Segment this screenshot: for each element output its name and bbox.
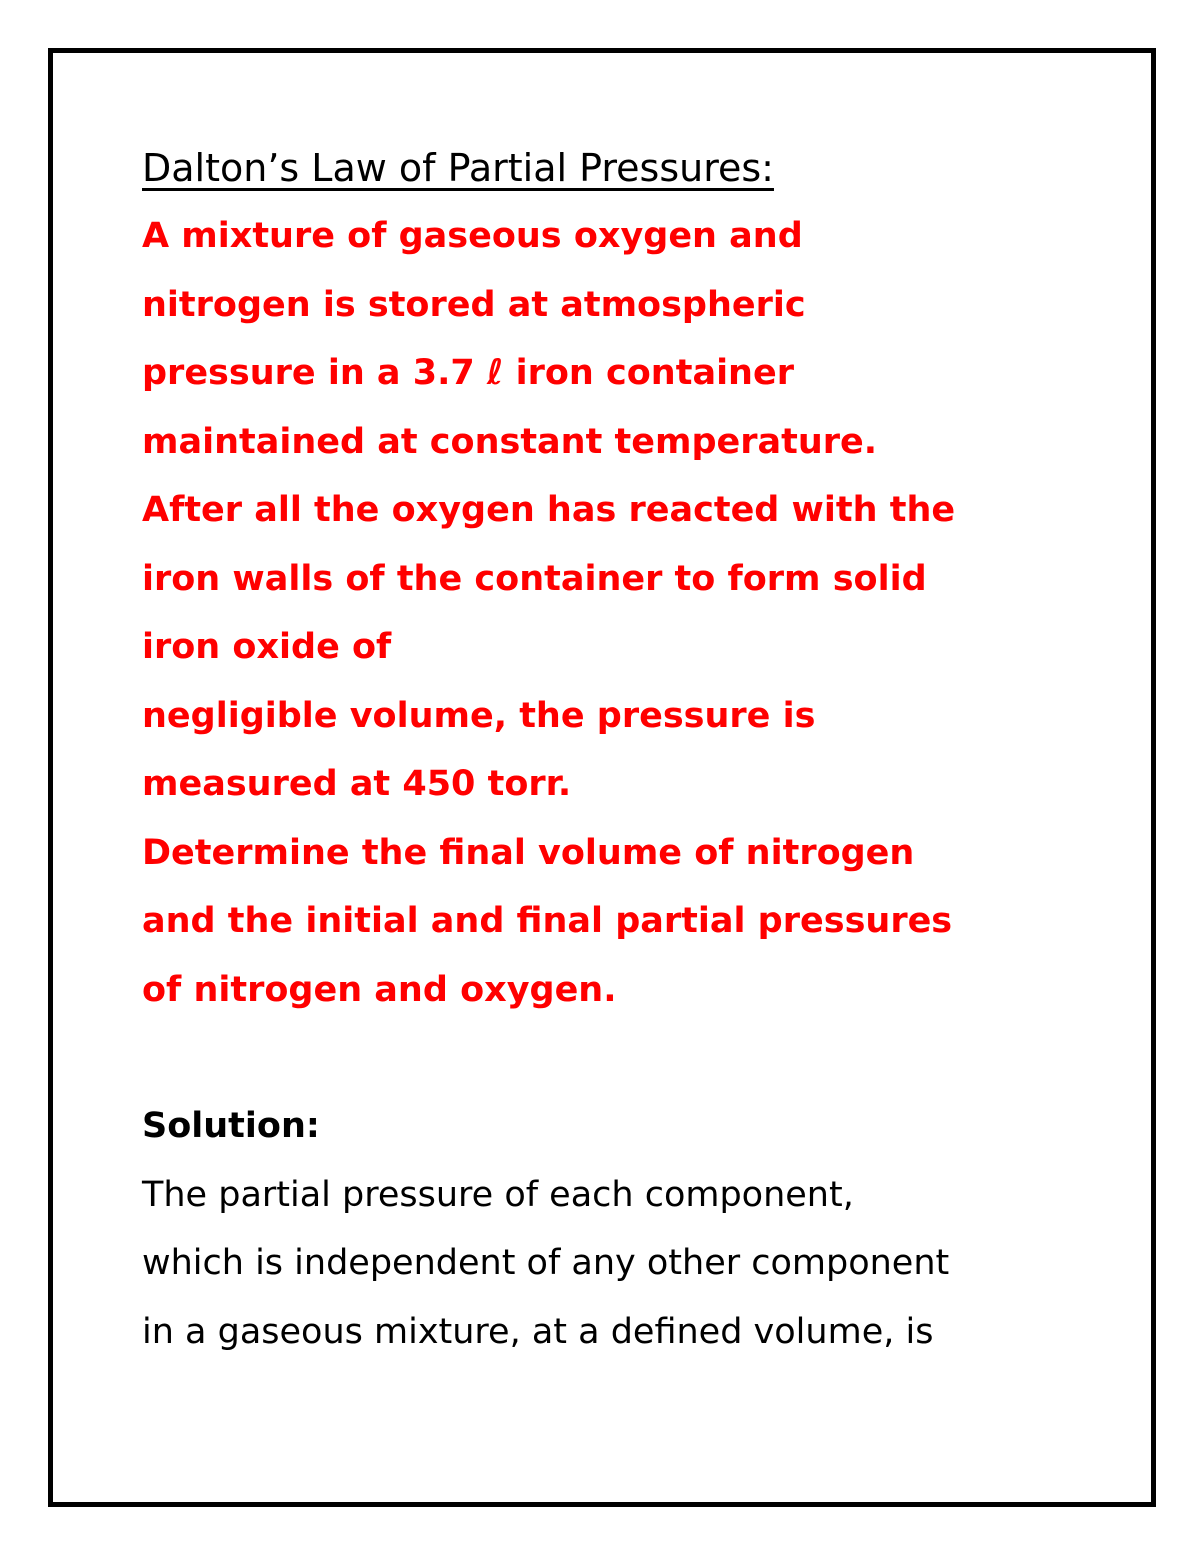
document-content [142, 136, 1102, 1366]
problem-line: iron oxide of [142, 627, 392, 667]
problem-line: iron walls of the container to form solid [142, 558, 927, 599]
problem-statement [142, 202, 1102, 1024]
problem-line: negligible volume, the pressure is [142, 695, 816, 736]
problem-line: maintained at constant temperature. [142, 421, 878, 462]
solution-line: The partial pressure of each component, [142, 1174, 854, 1215]
section-spacer [142, 1024, 1102, 1092]
solution-body [142, 1161, 1102, 1367]
solution-line: which is independent of any other component [142, 1243, 950, 1283]
problem-line: pressure in a 3.7 ℓ iron container [142, 353, 794, 393]
problem-line: A mixture of gaseous oxygen and [142, 216, 803, 256]
problem-line: After all the oxygen has reacted with the [142, 490, 956, 530]
problem-line: measured at 450 torr. [142, 764, 572, 804]
solution-line: in a gaseous mixture, at a defined volume, is [142, 1311, 934, 1352]
problem-line: Determine the final volume of nitrogen [142, 832, 915, 873]
page-title: Dalton’s Law of Partial Pressures: [142, 146, 774, 190]
problem-line: of nitrogen and oxygen. [142, 969, 617, 1010]
problem-line: and the initial and final partial pressures [142, 901, 953, 941]
solution-heading: Solution: [142, 1106, 320, 1146]
problem-line: nitrogen is stored at atmospheric [142, 284, 806, 325]
